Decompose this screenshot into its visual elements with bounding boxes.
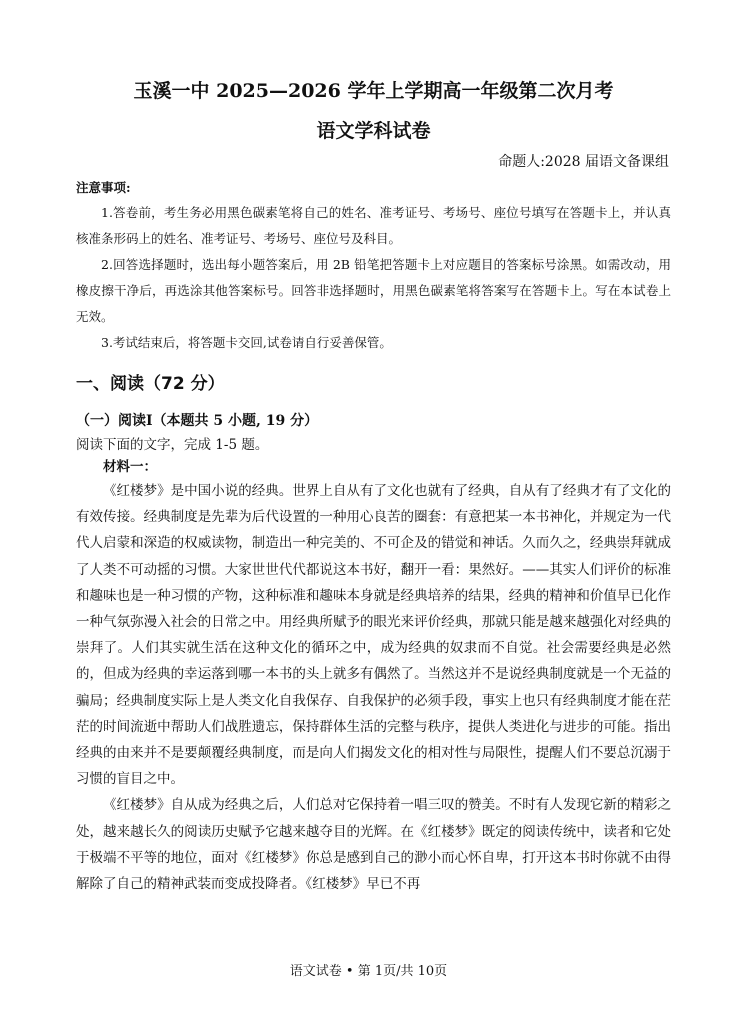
material-body: [76, 478, 671, 897]
body-paragraph: 《红楼梦》是中国小说的经典。世界上自从有了文化也就有了经典，自从有了经典才有了文化的有效传接。经典制度是先辈为后代设置的一种用心良苦的圈套：有意把某一本书神化，并规定为一代代人启蒙和深造的权威读物，制造出一种完美的、不可企及的错觉和神话。久而久之，经典崇拜就成了人类不可动摇的习惯。大家世世代代都说这本书好，翻开一看：果然好。——其实人们评价的标准和趣味也是一种习惯的产物，这种标准和趣味本身就是经典培养的结果，经典的精神和价值早已化作一种气氛弥漫入社会的日常之中。用经典所赋予的眼光来评价经典，那就只能是越来越强化对经典的崇拜了。人们其实就生活在这种文化的循环之中，成为经典的奴隶而不自觉。社会需要经典是必然的，但成为经典的幸运落到哪一本书的头上就多有偶然了。当然这并不是说经典制度就是一个无益的骗局；经典制度实际上是人类文化自我保存、自我保护的必须手段，事实上也只有经典制度才能在茫茫的时间流逝中帮助人们战胜遗忘，保持群体生活的完整与秩序，提供人类进化与进步的可能。指出经典的由来并不是要颠覆经典制度，而是向人们揭发文化的相对性与局限性，提醒人们不要总沉溺于习惯的盲目之中。: [76, 483, 671, 788]
exam-title: 玉溪一中 2025—2026 学年上学期高一年级第二次月考: [133, 80, 614, 102]
body-paragraph: 《红楼梦》自从成为经典之后，人们总对它保持着一唱三叹的赞美。不时有人发现它新的精彩之处，越来越长久的阅读历史赋予它越来越夺目的光辉。在《红楼梦》既定的阅读传统中，读者和它处于极端不平等的地位，面对《红楼梦》你总是感到自己的渺小而心怀自卑，打开这本书时你就不由得解除了自己的精神武装而变成投降者。《红楼梦》早已不再: [76, 797, 671, 893]
author-line: 命题人:2028 届语文备课组: [498, 154, 669, 170]
reading-instruction: 阅读下面的文字，完成 1-5 题。: [76, 437, 269, 453]
notice-item: 1.答卷前，考生务必用黑色碳素笔将自己的姓名、准考证号、考场号、座位号填写在答题卡上，并认真核准条形码上的姓名、准考证号、考场号、座位号及科目。: [76, 205, 671, 246]
subsection-heading: （一）阅读Ⅰ（本题共 5 小题, 19 分）: [76, 413, 319, 429]
notice-item: 2.回答选择题时，选出每小题答案后，用 2B 铅笔把答题卡上对应题目的答案标号涂黑。如需改动，用橡皮擦干净后，再选涂其他答案标号。回答非选择题时，用黑色碳素笔将答案写在答题卡上。写在本试卷上无效。: [76, 257, 671, 324]
notice-heading: 注意事项:: [76, 180, 131, 195]
notice-list: [76, 200, 671, 356]
notice-item: 3.考试结束后，将答题卡交回,试卷请自行妥善保管。: [101, 335, 392, 350]
page-footer: 语文试卷 • 第 1页/共 10页: [289, 964, 448, 979]
section-heading: 一、阅读（72 分）: [76, 374, 225, 394]
material-heading: 材料一：: [103, 459, 157, 475]
subject-title: 语文学科试卷: [316, 120, 431, 142]
